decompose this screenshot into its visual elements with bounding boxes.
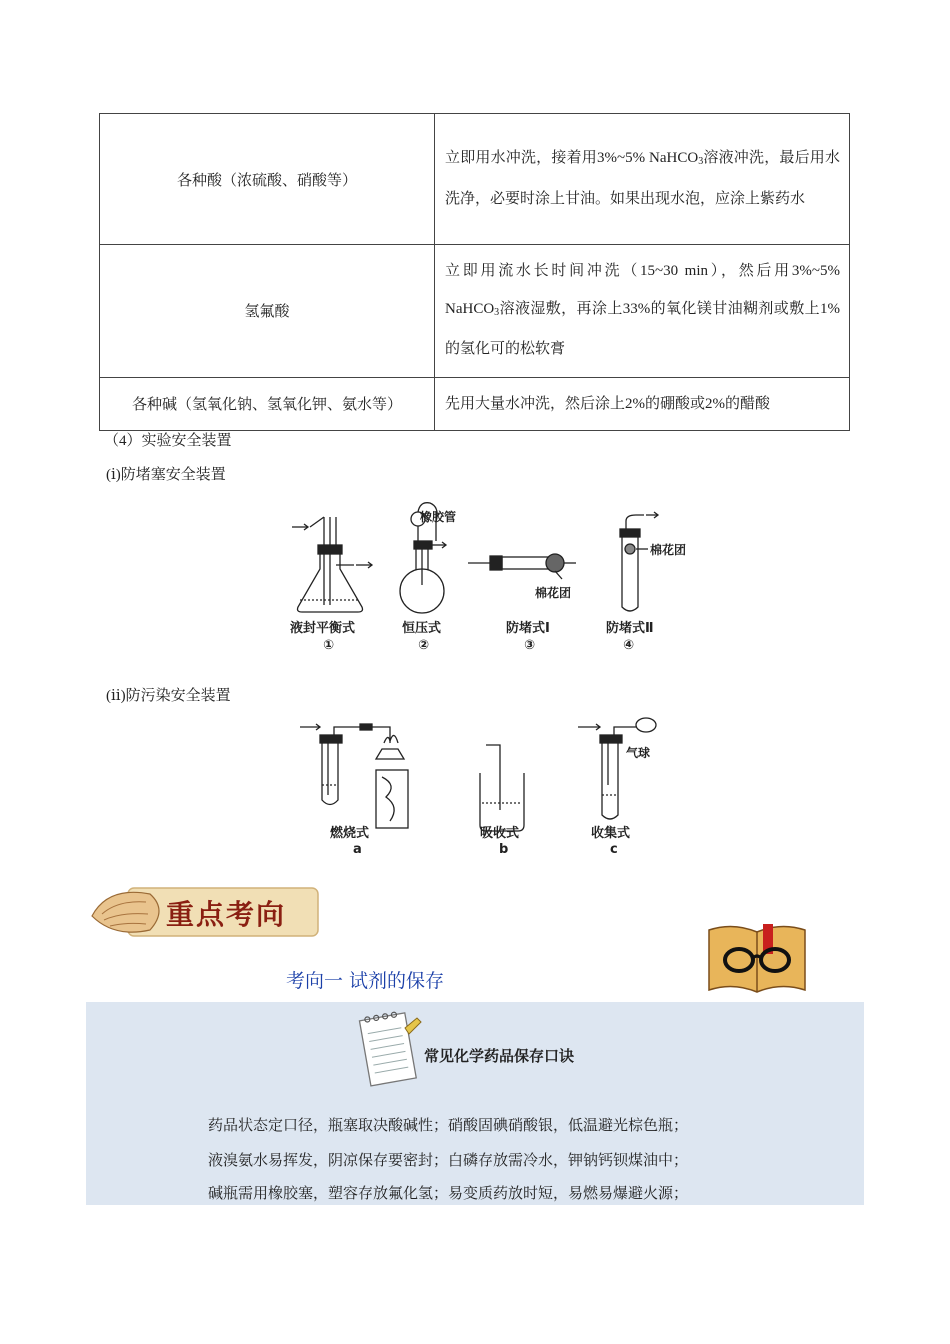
table-cell [435, 377, 850, 430]
first-aid-table [99, 113, 850, 431]
table-cell [435, 114, 850, 245]
cell-text: 各种酸（浓硫酸、硝酸等） [176, 172, 357, 189]
table-row [100, 377, 850, 430]
cell-text: 各种碱（氢氧化钠、氢氧化钾、氨水等） [131, 397, 402, 413]
table-row [100, 114, 850, 245]
book-glasses-icon [705, 918, 809, 998]
caption-b: 吸收式 [480, 826, 520, 841]
liquid-seal-flask [292, 517, 372, 612]
subscript: 3 [494, 306, 500, 318]
anti-clog-tube-2 [620, 512, 658, 611]
rhyme-line-3: 碱瓶需用橡胶塞，塑容存放氟化氢；易变质药放时短，易燃易爆避火源； [208, 1186, 689, 1202]
caption-a-letter: a [353, 842, 362, 857]
caption-1-num: ① [323, 638, 335, 653]
table-row [100, 245, 850, 378]
key-points-banner [88, 880, 320, 942]
table-cell [100, 114, 435, 245]
cotton-label-1: 棉花团 [535, 586, 572, 600]
caption-b-letter: b [499, 842, 509, 857]
absorption-device [480, 745, 524, 831]
caption-3: 防堵式Ⅰ [506, 621, 550, 636]
subsection-i-title: (ⅰ)防堵塞安全装置 [106, 467, 226, 483]
anti-clog-devices-figure [280, 497, 700, 657]
rubber-tube-label: 橡胶管 [420, 510, 457, 524]
collection-device [578, 718, 656, 819]
cell-text: 立即用水冲洗，接着用3%~5% NaHCO [445, 150, 699, 166]
rhyme-line-2: 液溴氨水易挥发，阴凉保存要密封；白磷存放需冷水，钾钠钙钡煤油中； [208, 1153, 689, 1169]
anti-clog-tube-1 [468, 554, 576, 579]
cotton-label-2: 棉花团 [650, 543, 687, 557]
caption-2: 恒压式 [402, 621, 442, 636]
caption-3-num: ③ [524, 638, 536, 653]
memory-rhyme-box [86, 1002, 864, 1205]
caption-4: 防堵式Ⅱ [606, 621, 654, 636]
cell-text: 溶液冲洗，最后用水洗净，必要时涂上甘油。如果出现水泡，应涂上紫药水 [445, 150, 840, 207]
box-title: 常见化学药品保存口诀 [424, 1047, 575, 1065]
rhyme-line-1: 药品状态定口径，瓶塞取决酸碱性；硝酸固碘硝酸银，低温避光棕色瓶； [208, 1118, 689, 1134]
caption-c: 收集式 [591, 826, 631, 841]
table-cell [435, 245, 850, 378]
direction-title: 考向一 试剂的保存 [286, 970, 445, 992]
cell-text: 立即用流水长时间冲洗（15~30 min），然后用3%~5% NaHCO [445, 263, 840, 317]
combustion-device [300, 724, 408, 828]
balloon-label: 气球 [626, 746, 651, 760]
shell-icon [92, 892, 159, 932]
table-cell [100, 377, 435, 430]
caption-2-num: ② [418, 638, 430, 653]
caption-c-letter: c [610, 842, 618, 857]
caption-4-num: ④ [623, 638, 635, 653]
cell-text: 溶液湿敷，再涂上33%的氧化镁甘油糊剂或敷上1%的氢化可的松软膏 [445, 300, 840, 357]
cell-text: 氢氟酸 [244, 304, 290, 321]
banner-text: 重点考向 [166, 898, 287, 931]
section-4-title: （4）实验安全装置 [104, 433, 232, 449]
subsection-ii-title: (ⅱ)防污染安全装置 [106, 688, 231, 704]
caption-a: 燃烧式 [330, 826, 370, 841]
cell-text: 先用大量水冲洗，然后涂上2%的硼酸或2%的醋酸 [445, 395, 770, 412]
table-cell [100, 245, 435, 378]
notepad-icon [355, 1008, 425, 1092]
caption-1: 液封平衡式 [290, 621, 356, 636]
subscript: 3 [698, 156, 704, 167]
anti-pollution-devices-figure [290, 715, 670, 860]
